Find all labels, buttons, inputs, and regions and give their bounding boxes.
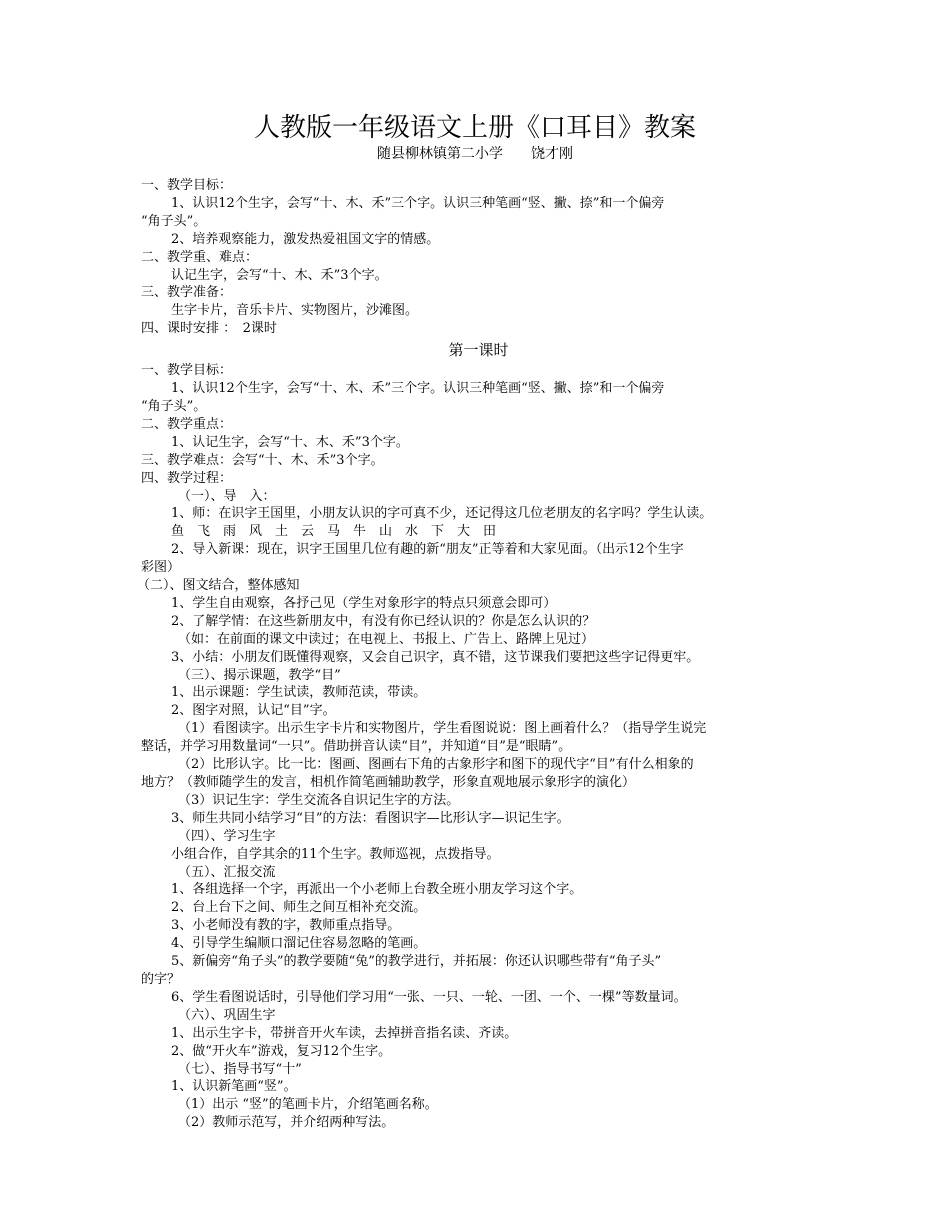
text-line: 1、各组选择一个字，再派出一个小老师上台教全班小朋友学习这个字。	[171, 882, 583, 898]
text-line: 1、认识12个生字，会写“十、木、禾”三个字。认识三种笔画“竖、撇、捺”和一个偏旁	[171, 381, 665, 397]
text-line: 4、引导学生编顺口溜记住容易忽略的笔画。	[171, 936, 427, 952]
text-line: （2）比形认字。比一比：图画、图画右下角的古象形字和图下的现代字“目”有什么相象的	[178, 757, 694, 773]
text-line: 的字？	[141, 971, 181, 987]
text-line: 3、小结：小朋友们既懂得观察，又会自己识字，真不错，这节课我们要把这些字记得更牢。	[171, 649, 700, 665]
text-line: 1、师：在识字王国里，小朋友认识的字可真不少，还记得这几位老朋友的名字吗？学生认读。	[171, 506, 713, 522]
text-line: 彩图）	[141, 560, 181, 576]
text-line: 四、课时安排 ： 2课时	[141, 321, 277, 337]
text-line: 三、教学准备：	[141, 285, 233, 301]
text-line: 2、台上台下之间、师生之间互相补充交流。	[171, 900, 427, 916]
text-line: 认记生字，会写“十、木、禾”3个字。	[171, 267, 388, 283]
text-line: 2、做“开火车”游戏，复习12个生字。	[171, 1043, 392, 1059]
text-line: 1、学生自由观察，各抒己见（学生对象形字的特点只须意会即可）	[171, 595, 557, 611]
text-line: 2、了解学情：在这些新朋友中，有没有你已经认识的？你是怎么认识的？	[171, 613, 596, 629]
text-line: 5、新偏旁“角子头”的教学要随“兔”的教学进行，并拓展：你还认识哪些带有“角子头”	[171, 954, 662, 970]
text-line: 二、教学重点：	[141, 416, 233, 432]
text-line: 1、出示课题：学生试读，教师范读，带读。	[171, 685, 427, 701]
text-line: （如：在前面的课文中读过；在电视上、书报上、广告上、路牌上见过）	[178, 631, 595, 647]
text-line: 1、出示生字卡，带拼音开火车读，去掉拼音指名读、齐读。	[171, 1025, 518, 1041]
text-line: （一）、导 入：	[178, 488, 276, 504]
text-line: 一、教学目标：	[141, 363, 233, 379]
text-line: 1、认记生字，会写“十、木、禾”3个字。	[171, 434, 409, 450]
text-line: （三）、揭示课题，教学“目”	[178, 667, 341, 683]
text-line: （五）、汇报交流	[178, 864, 276, 880]
text-line: 生字卡片，音乐卡片、实物图片，沙滩图。	[171, 303, 419, 319]
text-line: （六）、巩固生字	[178, 1007, 276, 1023]
text-line: 6、学生看图说话时，引导他们学习用“一张、一只、一轮、一团、一个、一棵”等数量词。	[171, 989, 687, 1005]
text-line: （1）看图读字。出示生字卡片和实物图片，学生看图说说：图上画着什么？（指导学生说完	[178, 721, 707, 737]
document-body	[137, 177, 816, 1132]
text-line: 地方？（教师随学生的发言，相机作简笔画辅助教学，形象直观地展示象形字的演化）	[141, 775, 636, 790]
text-line: “角子头”。	[141, 398, 207, 414]
text-line: 鱼 飞 雨 风 土 云 马 牛 山 水 下 大 田	[171, 524, 497, 540]
text-line: （2）教师示范写，并介绍两种写法。	[178, 1115, 395, 1131]
text-line: 2、导入新课：现在，识字王国里几位有趣的新“朋友”正等着和大家见面。（出示12个生字	[171, 542, 684, 558]
text-line: 小组合作，自学其余的11个生字。教师巡视，点拨指导。	[171, 846, 500, 862]
text-line: （1）出示 “竖”的笔画卡片，介绍笔画名称。	[178, 1097, 438, 1113]
text-line: 3、小老师没有教的字，教师重点指导。	[171, 918, 401, 934]
text-line: （二）、图文结合，整体感知	[137, 578, 300, 594]
section-heading: 第一课时	[448, 341, 509, 360]
text-line: 一、教学目标：	[141, 178, 233, 193]
text-line: “角子头”。	[141, 213, 207, 229]
text-line: （3）识记生字：学生交流各自识记生字的方法。	[178, 792, 460, 808]
document-title: 人教版一年级语文上册《口耳目》教案	[253, 113, 696, 143]
text-line: 2、图字对照，认记“目”字。	[171, 703, 336, 719]
text-line: 三、教学难点：会写“十、木、禾”3个字。	[141, 452, 384, 468]
text-line: 整话，并学习用数量词“一只”。借助拼音认读“目”，并知道“目”是“眼睛”。	[141, 739, 572, 755]
text-line: 3、师生共同小结学习“目”的方法：看图识字—比形认字—识记生字。	[171, 810, 570, 826]
text-line: （四）、学习生字	[178, 828, 276, 844]
text-line: 2、培养观察能力，激发热爱祖国文字的情感。	[171, 231, 440, 247]
text-line: 二、教学重、难点：	[141, 249, 259, 265]
text-line: 四、教学过程：	[141, 470, 233, 486]
text-line: 1、认识新笔画“竖”。	[171, 1079, 297, 1095]
text-line: （七）、指导书写“十”	[178, 1061, 302, 1077]
document-subtitle: 随县柳林镇第二小学 饶才刚	[377, 146, 573, 162]
text-line: 1、认识12个生字，会写“十、木、禾”三个字。认识三种笔画“竖、撇、捺”和一个偏旁	[171, 195, 665, 211]
